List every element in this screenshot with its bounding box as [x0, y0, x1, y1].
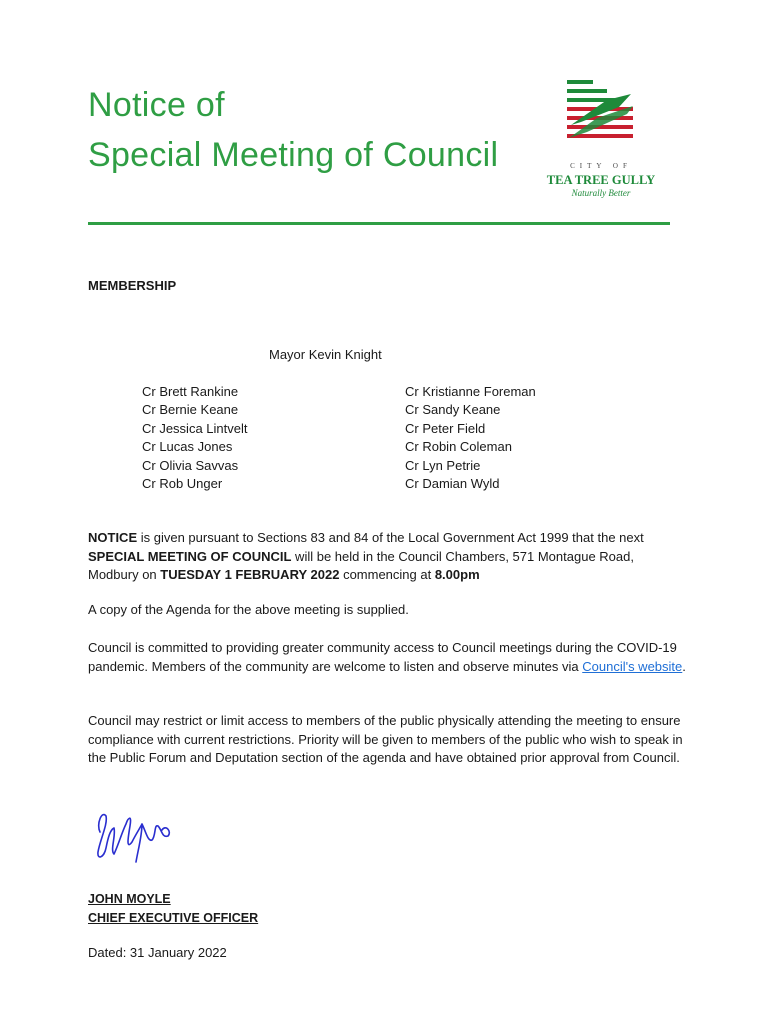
meeting-date: TUESDAY 1 FEBRUARY 2022: [160, 567, 340, 582]
signature-icon: [92, 802, 176, 866]
access-paragraph: [88, 639, 688, 676]
member-name: Cr Lyn Petrie: [405, 457, 481, 473]
member-name: Cr Jessica Lintvelt: [142, 420, 248, 436]
council-logo: [540, 80, 662, 204]
signatory-block: [88, 890, 258, 927]
signatory-title: CHIEF EXECUTIVE OFFICER: [88, 910, 259, 925]
member-name: Cr Olivia Savvas: [142, 457, 239, 473]
member-name: Cr Brett Rankine: [142, 384, 239, 399]
member-name: Cr Bernie Keane: [142, 402, 239, 418]
title-line-1: Notice of: [88, 86, 225, 124]
date-line: Dated: 31 January 2022: [88, 945, 227, 960]
meeting-type: SPECIAL MEETING OF COUNCIL: [88, 548, 292, 564]
member-name: Cr Peter Field: [405, 420, 486, 436]
access-text: Council is committed to providing greater community access to Council meetings during the COVID-19 pandemic. Members of the community are welcome to listen and observe minutes via: [88, 640, 677, 674]
mayor-name: Mayor Kevin Knight: [269, 347, 382, 362]
member-name: Cr Damian Wyld: [405, 476, 500, 492]
member-name: Cr Rob Unger: [142, 476, 223, 492]
tea-tree-gully-logo-icon: [567, 80, 633, 146]
notice-paragraph: [88, 529, 688, 585]
member-name: Cr Sandy Keane: [405, 402, 501, 418]
member-name: Cr Kristianne Foreman: [405, 384, 536, 399]
notice-text: commencing at: [339, 567, 435, 582]
logo-name: TEA TREE GULLY: [546, 173, 656, 187]
logo-tagline: Naturally Better: [571, 188, 631, 198]
council-website-link[interactable]: Council's website: [582, 658, 683, 674]
membership-heading: MEMBERSHIP: [88, 278, 177, 293]
logo-city-of: CITY OF: [570, 162, 632, 170]
access-text-end: .: [682, 658, 686, 674]
title-line-2: Special Meeting of Council: [88, 136, 499, 174]
notice-keyword: NOTICE: [88, 530, 138, 545]
page-title: [88, 80, 498, 180]
meeting-time: 8.00pm: [434, 567, 480, 582]
notice-text: will be held in the Council Chambers, 571 Montague Road, Modbury on: [88, 548, 634, 582]
member-name: Cr Robin Coleman: [405, 439, 512, 455]
restriction-paragraph: Council may restrict or limit access to members of the public physically attending the meeting to ensure compliance with current restrictions. Priority will be given to members of the public who wish to speak in the Public Forum and Deputation section of the agenda and have obtained prior approval from Council.: [88, 713, 683, 765]
agenda-paragraph: A copy of the Agenda for the above meeting is supplied.: [88, 602, 409, 617]
members-left-column: [142, 383, 247, 493]
member-name: Cr Lucas Jones: [142, 439, 233, 455]
members-right-column: [405, 383, 536, 493]
header-divider: [88, 222, 670, 225]
signatory-name: JOHN MOYLE: [88, 892, 171, 906]
notice-text: is given pursuant to Sections 83 and 84 of the Local Government Act 1999 that the next: [137, 530, 644, 545]
